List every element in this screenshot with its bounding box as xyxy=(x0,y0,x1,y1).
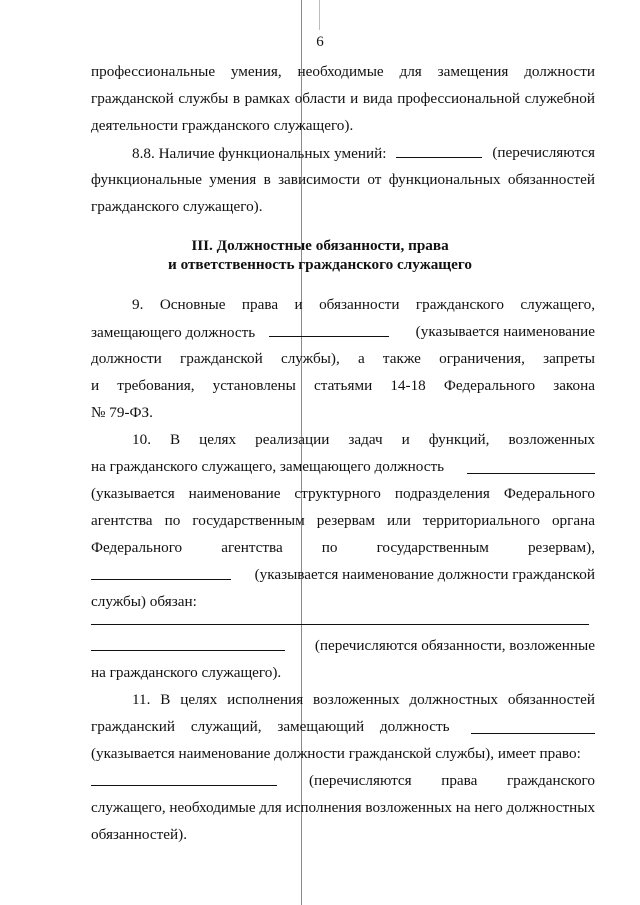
para-9-line-1: 9. Основные права и обязанности гражданского служащего, xyxy=(132,296,595,313)
fill-blank xyxy=(269,323,389,337)
fill-blank xyxy=(396,144,482,158)
para-10-duties-note: (перечисляются обязанности, возложенные xyxy=(314,637,595,654)
para-10-line-6 xyxy=(91,566,595,585)
para-10-line-10: на гражданского служащего). xyxy=(91,664,282,681)
para-11-line-3: (указывается наименование должности гражданской службы), имеет право: xyxy=(91,745,581,762)
page-fold-line xyxy=(301,0,302,905)
para-9-line-5: № 79-ФЗ. xyxy=(91,404,153,421)
para-87-line-3: деятельности гражданского служащего). xyxy=(91,117,354,134)
para-10-line-2 xyxy=(91,458,595,476)
para-11-line-5: служащего, необходимые для исполнения возложенных на него должностных xyxy=(91,799,596,816)
para-9-line-2 xyxy=(91,323,595,342)
para-88-line-1 xyxy=(132,144,595,163)
para-87-line-1: профессиональные умения, необходимые для замещения должности xyxy=(91,63,595,80)
section-title-line-1: III. Должностные обязанности, права xyxy=(191,237,449,254)
section-title-line-2: и ответственность гражданского служащего xyxy=(168,256,472,273)
para-87-line-2: гражданской службы в рамках области и вида профессиональной служебной xyxy=(91,90,595,107)
fill-blank xyxy=(91,637,285,651)
para-88-line-2: функциональные умения в зависимости от функциональных обязанностей xyxy=(91,171,595,188)
para-9-line-3: должности гражданской службы), а также ограничения, запреты xyxy=(91,350,595,367)
para-88-label: 8.8. Наличие функциональных умений: xyxy=(132,145,387,162)
para-11-rights-note: (перечисляются права гражданского xyxy=(309,772,595,789)
para-10-line-1: 10. В целях реализации задач и функций, возложенных xyxy=(132,431,595,448)
para-11-line-1: 11. В целях исполнения возложенных должностных обязанностей xyxy=(132,691,595,708)
para-9-label: замещающего должность xyxy=(91,324,256,341)
para-11-label: гражданский служащий, замещающий должность xyxy=(91,718,450,735)
para-11-line-6: обязанностей). xyxy=(91,826,187,843)
fill-blank xyxy=(91,772,277,786)
para-10-line-3: (указывается наименование структурного подразделения Федерального xyxy=(91,485,595,502)
fill-blank xyxy=(467,460,595,474)
para-11-line-4 xyxy=(91,772,595,791)
para-10-line-4: агентства по государственным резервам или территориального органа xyxy=(91,512,595,529)
fill-blank xyxy=(91,566,231,580)
para-10-line-5: Федерального агентства по государственным резервам), xyxy=(91,539,595,556)
para-10-position-note: (указывается наименование должности гражданской xyxy=(254,566,595,583)
para-10-line-9 xyxy=(91,637,595,656)
page-number: 6 xyxy=(316,34,324,50)
para-10-label: на гражданского служащего, замещающего должность xyxy=(91,458,445,475)
para-11-line-2 xyxy=(91,718,595,736)
fill-blank xyxy=(471,720,595,734)
fill-blank-full-line xyxy=(91,624,589,625)
para-88-note: (перечисляются xyxy=(492,144,595,161)
para-88-line-3: гражданского служащего). xyxy=(91,198,263,215)
para-10-line-7: службы) обязан: xyxy=(91,593,197,610)
para-9-note: (указывается наименование xyxy=(415,323,595,340)
para-9-line-4: и требования, установлены статьями 14-18 Федерального закона xyxy=(91,377,595,394)
page-fold-line-secondary xyxy=(319,0,320,30)
